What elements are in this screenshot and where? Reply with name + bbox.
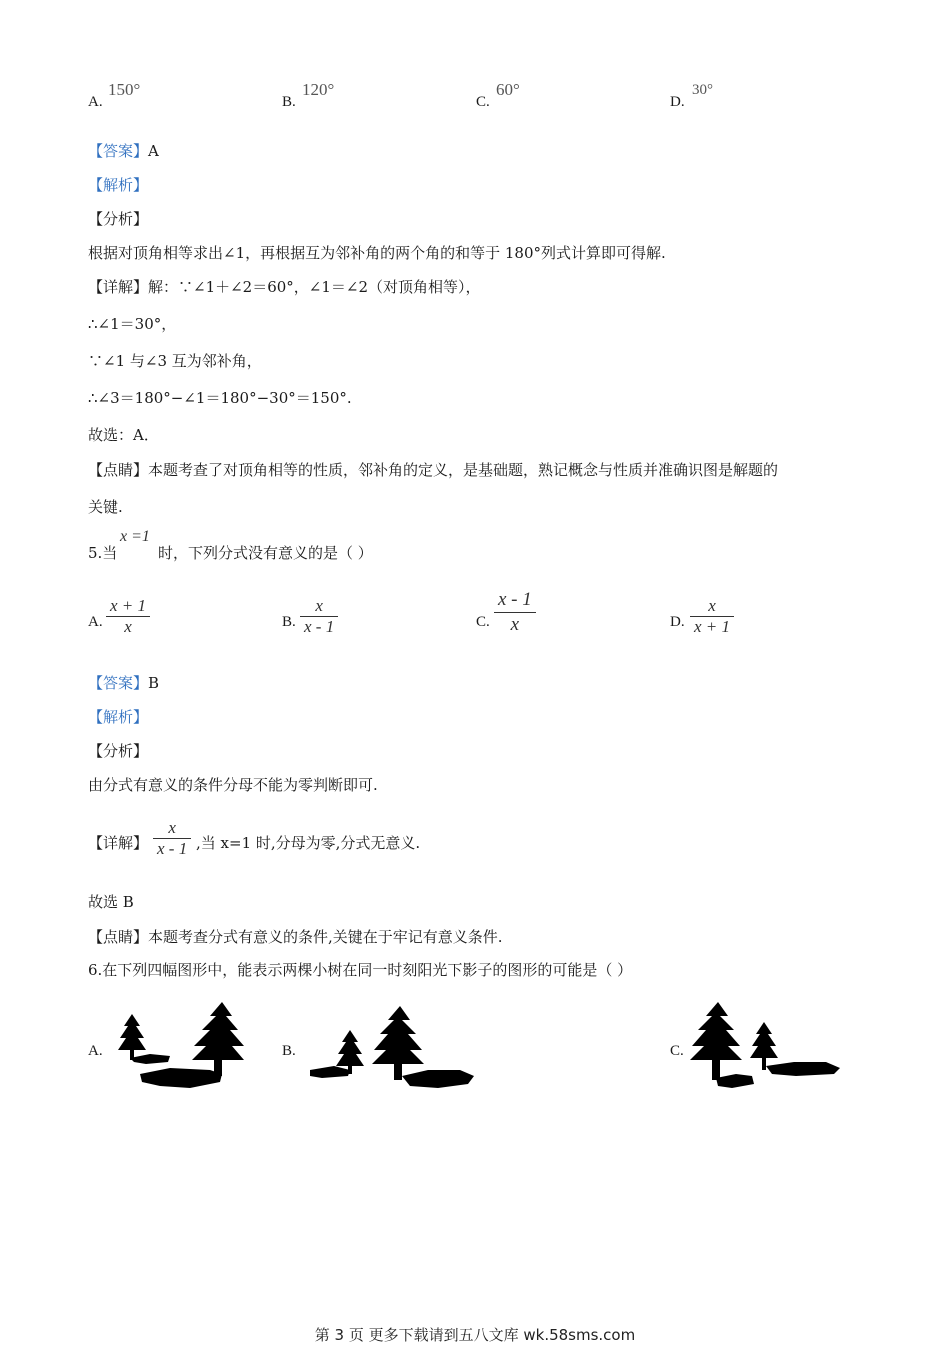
q5-detail-fraction [153, 818, 191, 859]
q5-analysis-tag: 【解析】 [88, 708, 149, 726]
q4-step-1: ∴∠1＝30°， [88, 315, 177, 333]
q4-fenxi-tag: 【分析】 [88, 210, 149, 228]
q5-answer-line [88, 672, 159, 693]
q5-option-a-letter: A. [88, 614, 103, 630]
q4-option-c-letter: C. [476, 94, 490, 110]
fraction-numerator: x + 1 [110, 596, 147, 615]
answer-value: B [148, 674, 160, 692]
fraction-numerator: x [168, 818, 176, 837]
q4-option-a-value: 150° [108, 80, 141, 99]
q5-option-b-fraction [300, 596, 338, 637]
q4-fenxi-text: 根据对顶角相等求出∠1，再根据互为邻补角的两个角的和等于 180°列式计算即可得解. [88, 244, 666, 262]
q6-option-c-letter: C. [670, 1043, 684, 1059]
q6-option-a-letter: A. [88, 1043, 103, 1059]
q5-option-c-fraction [494, 588, 536, 637]
q4-choice: 故选：A． [88, 426, 159, 444]
q6-text: 6.在下列四幅图形中，能表示两棵小树在同一时刻阳光下影子的图形的可能是（ ） [88, 961, 633, 979]
q4-option-b-letter: B. [282, 94, 296, 110]
q5-fenxi-text: 由分式有意义的条件分母不能为零判断即可. [88, 776, 378, 794]
fraction-numerator: x - 1 [498, 589, 532, 610]
answer-tag: 【答案】 [88, 142, 149, 160]
q5-prefix: 5.当 [88, 544, 118, 562]
answer-tag: 【答案】 [88, 674, 149, 692]
q4-option-d-letter: D. [670, 94, 685, 110]
fraction-denominator: x - 1 [304, 617, 335, 636]
q5-detail-tag: 【详解】 [88, 834, 149, 852]
fraction-denominator: x [124, 617, 132, 636]
q4-detail: 【详解】解：∵∠1＋∠2＝60°，∠1＝∠2（对顶角相等）， [88, 278, 481, 296]
q4-comment: 【点睛】本题考查了对顶角相等的性质，邻补角的定义，是基础题，熟记概念与性质并准确识图是解题的 [88, 461, 779, 479]
q4-option-d-value: 30° [692, 82, 713, 98]
fraction-denominator: x [510, 614, 520, 635]
q5-option-d-fraction [690, 596, 734, 637]
q5-option-b-letter: B. [282, 614, 296, 630]
q5-comment: 【点睛】本题考查分式有意义的条件,关键在于牢记有意义条件. [88, 928, 503, 946]
q4-answer-line [88, 140, 159, 161]
q4-step-3: ∴∠3＝180°−∠1＝180°−30°＝150°. [88, 389, 352, 407]
q4-option-c-value: 60° [496, 80, 520, 99]
answer-value: A [148, 142, 159, 160]
q4-option-a-letter: A. [88, 94, 103, 110]
q5-suffix: 时，下列分式没有意义的是（ ） [158, 544, 373, 562]
q6-option-a-tree-image [110, 998, 270, 1090]
q6-option-b-tree-image [298, 1004, 488, 1092]
q4-option-b-value: 120° [302, 80, 335, 99]
q5-choice: 故选 B [88, 893, 134, 911]
page-footer: 第 3 页 更多下载请到五八文库 wk.58sms.com [314, 1326, 636, 1344]
q4-analysis-tag: 【解析】 [88, 176, 149, 194]
q4-step-2: ∵∠1 与∠3 互为邻补角， [88, 352, 262, 370]
q6-option-c-tree-image [686, 1000, 846, 1090]
q6-option-b-letter: B. [282, 1043, 296, 1059]
q5-fenxi-tag: 【分析】 [88, 742, 149, 760]
q4-comment-end: 关键. [88, 498, 123, 516]
q5-detail-text: ,当 x=1 时,分母为零,分式无意义. [196, 834, 421, 852]
q5-option-a-fraction [106, 596, 150, 637]
fraction-denominator: x + 1 [694, 617, 731, 636]
fraction-numerator: x [315, 596, 323, 615]
fraction-numerator: x [708, 596, 716, 615]
q5-option-d-letter: D. [670, 614, 685, 630]
q5-option-c-letter: C. [476, 614, 490, 630]
fraction-denominator: x - 1 [157, 839, 188, 858]
q5-condition: x =1 [120, 528, 150, 545]
